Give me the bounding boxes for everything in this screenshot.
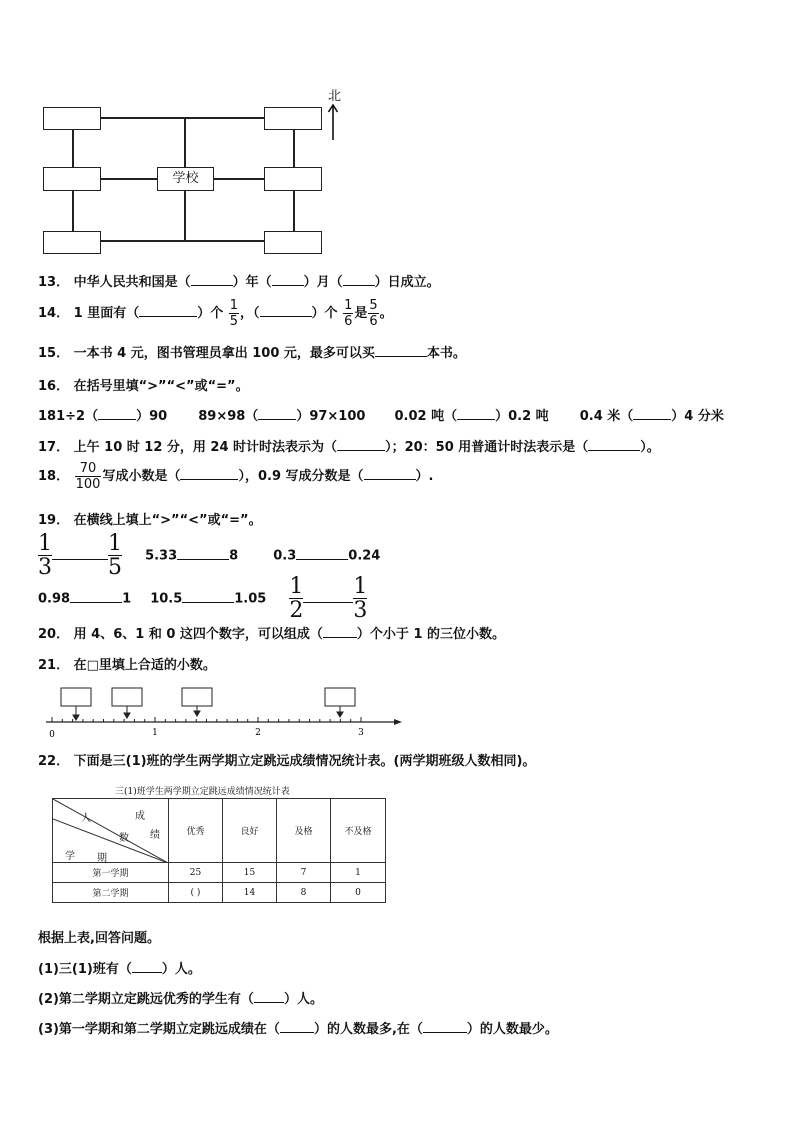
table-cell: 7 [277, 863, 331, 883]
compare-item: ）4 分米 [671, 409, 724, 424]
sub-question-1 [38, 958, 201, 977]
number-line-ticks [52, 717, 361, 722]
question-text: 在□里填上合适的小数。 [73, 658, 216, 673]
table-corner-cell [53, 799, 169, 863]
question-16-items [38, 405, 724, 424]
question-text: 本书。 [426, 346, 466, 361]
fraction [353, 576, 367, 622]
map-school-box: 学校 [157, 167, 214, 191]
answer-blank[interactable] [364, 468, 416, 480]
answer-intro [38, 927, 160, 946]
question-text: 在括号里填“>”“<”或“=”。 [73, 379, 249, 394]
fraction-numerator: 1 [289, 574, 304, 599]
question-number: 16． [38, 379, 70, 394]
question-text: ）月（ [303, 275, 343, 290]
question-text: ）；20：50 用普通计时法表示是（ [385, 440, 589, 455]
fraction-denominator: 100 [75, 477, 101, 492]
fraction-denominator: 5 [108, 555, 122, 580]
table-cell-blank[interactable]: ( ) [169, 883, 223, 903]
stats-table-container [52, 798, 386, 903]
answer-blank[interactable] [272, 274, 304, 286]
question-number: 21． [38, 658, 70, 673]
compare-item: 89×98（ [198, 409, 259, 424]
map-blank-box[interactable] [264, 107, 322, 130]
fraction-numerator: 1 [229, 298, 239, 313]
down-arrow-icon [73, 706, 343, 720]
question-text: ）的人数最多,在（ [313, 1022, 423, 1037]
fraction [343, 299, 353, 328]
compare-item: 1 [122, 591, 132, 607]
question-number: 20． [38, 627, 70, 642]
question-text: ）个 [311, 306, 338, 321]
fraction-numerator: 1 [38, 531, 52, 556]
map-blank-box[interactable] [43, 231, 101, 254]
compare-item: 0.02 吨（ [394, 409, 458, 424]
compare-item: 0.24 [348, 548, 381, 564]
answer-blank[interactable] [343, 274, 375, 286]
compare-item: 10.5 [150, 591, 183, 607]
corner-label: 绩 [150, 830, 160, 841]
column-header: 良好 [223, 799, 277, 863]
fraction-denominator: 6 [369, 314, 378, 329]
fraction-denominator: 3 [353, 598, 368, 623]
question-text: 。 [379, 306, 393, 321]
number-line-answer-box[interactable] [61, 688, 91, 706]
answer-blank[interactable] [180, 468, 238, 480]
fraction [229, 299, 239, 328]
compare-item: 8 [229, 548, 239, 564]
question-13 [38, 271, 440, 290]
question-number: 13． [38, 275, 70, 290]
number-line [40, 684, 406, 740]
fraction-numerator: 5 [369, 298, 378, 313]
question-text: ）. [415, 469, 434, 484]
question-text: ）人。 [283, 992, 323, 1007]
map-road [184, 117, 186, 167]
map-road [100, 240, 265, 242]
map-blank-box[interactable] [43, 167, 101, 191]
question-19-row-2 [38, 576, 367, 622]
fraction [368, 299, 378, 328]
answer-blank[interactable] [260, 305, 312, 317]
table-cell: 14 [223, 883, 277, 903]
question-number: 18． [38, 469, 70, 484]
question-21 [38, 654, 216, 673]
table-cell: 25 [169, 863, 223, 883]
question-text: (3)第一学期和第二学期立定跳远成绩在（ [38, 1022, 280, 1037]
compare-item: 1.05 [234, 591, 267, 607]
question-text: 1 里面有（ [73, 306, 140, 321]
question-text: 是 [354, 306, 368, 321]
map-blank-box[interactable] [43, 107, 101, 130]
answer-blank[interactable] [588, 439, 640, 451]
question-18 [38, 462, 433, 491]
question-16 [38, 375, 249, 394]
fraction-denominator: 5 [229, 314, 239, 329]
question-text: ，（ [240, 306, 260, 321]
fraction [38, 533, 52, 579]
answer-blank[interactable] [296, 548, 348, 560]
answer-blank[interactable] [52, 548, 108, 560]
question-number: 14． [38, 306, 70, 321]
north-arrow-icon [327, 103, 339, 141]
map-road [293, 191, 295, 231]
compare-item: 5.33 [145, 548, 178, 564]
answer-blank[interactable] [303, 591, 353, 603]
map-road [100, 117, 265, 119]
question-text: ）人。 [161, 962, 201, 977]
north-label: 北 [328, 89, 342, 104]
map-road [213, 178, 265, 180]
fraction-numerator: 1 [353, 574, 368, 599]
question-number: 15． [38, 346, 70, 361]
question-14 [38, 299, 393, 328]
table-cell: 0 [331, 883, 386, 903]
question-text: ）。 [640, 440, 660, 455]
question-text: ）个小于 1 的三位小数。 [356, 627, 506, 642]
fraction-denominator: 6 [344, 314, 353, 329]
sub-question-2 [38, 988, 323, 1007]
map-road [293, 130, 295, 167]
answer-blank[interactable] [337, 439, 385, 451]
question-text: 用 4、6、1 和 0 这四个数字，可以组成（ [73, 627, 323, 642]
answer-blank[interactable] [258, 408, 296, 420]
column-header: 优秀 [169, 799, 223, 863]
fraction [289, 576, 303, 622]
row-label: 第二学期 [53, 883, 169, 903]
question-20 [38, 623, 505, 642]
corner-label: 人 [81, 813, 91, 824]
compare-item: ）90 [136, 409, 168, 424]
question-text: (1)三(1)班有（ [38, 962, 132, 977]
number-line-answer-box[interactable] [112, 688, 142, 706]
axis-arrow-icon [394, 719, 402, 725]
answer-blank[interactable] [132, 961, 162, 973]
answer-blank[interactable] [182, 591, 234, 603]
table-cell: 15 [223, 863, 277, 883]
question-number: 19． [38, 513, 70, 528]
answer-blank[interactable] [457, 408, 495, 420]
compare-item: 0.4 米（ [579, 409, 634, 424]
question-19-row-1 [38, 533, 380, 579]
answer-blank[interactable] [254, 991, 284, 1003]
answer-blank[interactable] [633, 408, 671, 420]
map-blank-box[interactable] [264, 167, 322, 191]
number-line-answer-box[interactable] [325, 688, 355, 706]
question-text: 一本书 4 元，图书管理员拿出 100 元，最多可以买 [73, 346, 375, 361]
corner-label: 成 [135, 811, 145, 822]
question-text: ）年（ [232, 275, 272, 290]
sub-question-3 [38, 1018, 558, 1037]
map-road [184, 191, 186, 242]
answer-blank[interactable] [139, 305, 197, 317]
question-text: ）个 [197, 306, 224, 321]
fraction [75, 462, 102, 491]
answer-blank[interactable] [423, 1021, 467, 1033]
question-text: (2)第二学期立定跳远优秀的学生有（ [38, 992, 254, 1007]
question-text: 在横线上填上“>”“<”或“=”。 [73, 513, 262, 528]
fraction-numerator: 1 [108, 531, 122, 556]
fraction [108, 533, 122, 579]
map-blank-box[interactable] [264, 231, 322, 254]
fraction-denominator: 2 [289, 598, 304, 623]
question-number: 22． [38, 754, 70, 769]
map-road [72, 191, 74, 231]
table-cell: 1 [331, 863, 386, 883]
fraction-numerator: 1 [344, 298, 353, 313]
answer-blank[interactable] [70, 591, 122, 603]
question-text: ）日成立。 [374, 275, 440, 290]
question-text: ）的人数最少。 [466, 1022, 558, 1037]
compare-item: 0.98 [38, 591, 71, 607]
compare-item: ）0.2 吨 [495, 409, 549, 424]
corner-label: 学 [65, 851, 75, 862]
question-22 [38, 750, 535, 769]
map-road [72, 130, 74, 167]
answer-blank[interactable] [323, 626, 357, 638]
number-line-label: 0 [49, 730, 55, 740]
question-text: 根据上表,回答问题。 [38, 931, 160, 946]
corner-label: 数 [119, 833, 129, 844]
number-line-label: 2 [255, 728, 261, 738]
number-line-answer-box[interactable] [182, 688, 212, 706]
table-row [53, 883, 386, 903]
column-header: 及格 [277, 799, 331, 863]
fraction-numerator: 70 [79, 461, 97, 476]
answer-blank[interactable] [280, 1021, 314, 1033]
number-line-label: 3 [358, 728, 364, 738]
question-text: ），0.9 写成分数是（ [238, 469, 364, 484]
table-cell: 8 [277, 883, 331, 903]
compare-item: 181÷2（ [38, 409, 99, 424]
stats-table-title: 三(1)班学生两学期立定跳远成绩情况统计表 [115, 787, 290, 797]
question-text: 上午 10 时 12 分，用 24 时计时法表示为（ [73, 440, 338, 455]
stats-table [52, 798, 386, 903]
fraction-denominator: 3 [38, 555, 52, 580]
table-row [53, 863, 386, 883]
question-17 [38, 436, 660, 455]
question-19 [38, 509, 262, 528]
question-text: 中华人民共和国是（ [73, 275, 191, 290]
map-road [100, 178, 158, 180]
question-15 [38, 342, 466, 361]
corner-label: 期 [97, 853, 107, 864]
column-header: 不及格 [331, 799, 386, 863]
question-number: 17． [38, 440, 70, 455]
question-text: 下面是三(1)班的学生两学期立定跳远成绩情况统计表。(两学期班级人数相同)。 [73, 754, 536, 769]
question-text: 写成小数是（ [102, 469, 181, 484]
answer-blank[interactable] [98, 408, 136, 420]
row-label: 第一学期 [53, 863, 169, 883]
answer-blank[interactable] [177, 548, 229, 560]
answer-blank[interactable] [375, 345, 427, 357]
compare-item: 0.3 [273, 548, 297, 564]
compare-item: ）97×100 [296, 409, 366, 424]
answer-blank[interactable] [191, 274, 233, 286]
number-line-label: 1 [152, 728, 158, 738]
